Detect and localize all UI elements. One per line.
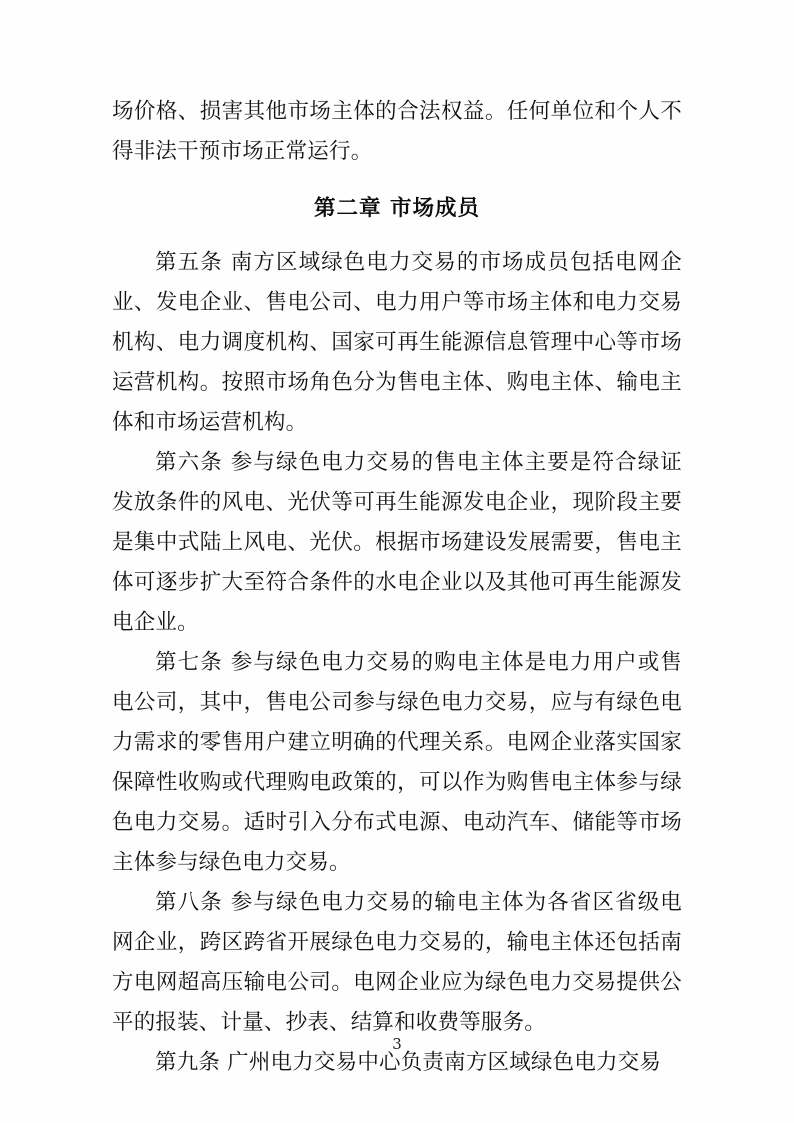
document-body — [112, 92, 682, 1083]
paragraph-continued: 场价格、损害其他市场主体的合法权益。任何单位和个人不得非法干预市场正常运行。 — [112, 99, 682, 164]
article-6-paragraph: 第六条 参与绿色电力交易的售电主体主要是符合绿证发放条件的风电、光伏等可再生能源发电企业，现阶段主要是集中式陆上风电、光伏。根据市场建设发展需要，售电主体可逐步扩大至符合条件的水电企业以及其他可再生能源发电企业。 — [112, 450, 682, 635]
article-7-paragraph: 第七条 参与绿色电力交易的购电主体是电力用户或售电公司，其中，售电公司参与绿色电力交易，应与有绿色电力需求的零售用户建立明确的代理关系。电网企业落实国家保障性收购或代理购电政策的，可以作为购售电主体参与绿色电力交易。适时引入分布式电源、电动汽车、储能等市场主体参与绿色电力交易。 — [112, 650, 682, 875]
article-5-paragraph: 第五条 南方区域绿色电力交易的市场成员包括电网企业、发电企业、售电公司、电力用户等市场主体和电力交易机构、电力调度机构、国家可再生能源信息管理中心等市场运营机构。按照市场角色分为售电主体、购电主体、输电主体和市场运营机构。 — [112, 250, 682, 435]
chapter-heading: 第二章 市场成员 — [314, 196, 480, 221]
article-8-paragraph: 第八条 参与绿色电力交易的输电主体为各省区省级电网企业，跨区跨省开展绿色电力交易的，输电主体还包括南方电网超高压输电公司。电网企业应为绿色电力交易提供公平的报装、计量、抄表、结算和收费等服务。 — [112, 890, 682, 1035]
article-9-paragraph: 第九条 广州电力交易中心负责南方区域绿色电力交易 — [155, 1050, 662, 1075]
page-number: 3 — [392, 1035, 402, 1053]
